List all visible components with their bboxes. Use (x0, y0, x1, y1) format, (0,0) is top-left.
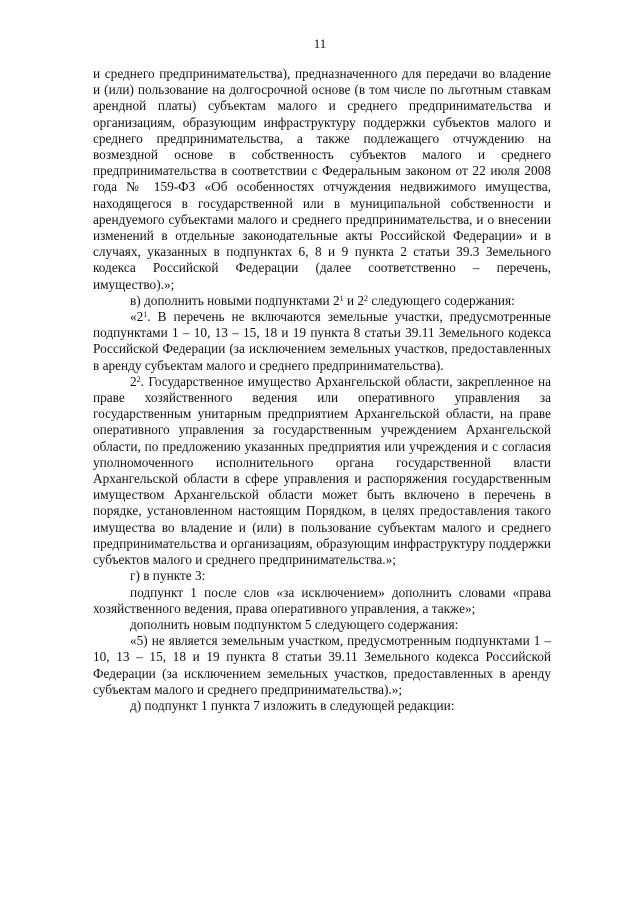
paragraph-add-subpoint-5: дополнить новым подпунктом 5 следующего содержания: (130, 616, 459, 632)
document-body (93, 66, 551, 714)
paragraph-point-2-2: $2^2$. Государственное имущество Архангельской области, закрепленное на праве хозяйственного ведения или оперативного управления за государственным унитарным предприятием Архангельской области, на праве оперативного управления за государственным учреждением Архангельской области, по предложению указанных предприятия или учреждения и с согласия уполномоченного исполнительного органа государственной власти Архангельской области в сфере управления и распоряжения государственным имуществом Архангельской области может быть включено в перечень в порядке, установленном настоящим Порядком, в целях предоставления такого имущества во владение и (или) в пользование субъектам малого и среднего предпринимательства и организациям, образующим инфраструктуру поддержки субъектов малого и среднего предпринимательства.»; (93, 373, 551, 568)
paragraph-point-2-1: «$2^1$. В перечень не включаются земельные участки, предусмотренные подпунктами 1 – 10, 13 – 15, 18 и 19 пункта 8 статьи 39.11 Земельного кодекса Российской Федерации (за исключением земельных участков, предоставленных в аренду субъектам малого и среднего предпринимательства). (93, 309, 551, 373)
paragraph-subitem-d: д) подпункт 1 пункта 7 изложить в следующей редакции: (130, 697, 455, 713)
page-number: 11 (313, 36, 327, 51)
paragraph-subitem-g: г) в пункте 3: (130, 568, 206, 584)
paragraph-perechen-definition: и среднего предпринимательства), предназначенного для передачи во владение и (или) пользование на долгосрочной основе (в том числе по льготным ставкам арендной платы) субъектам малого и среднего предпринимательства и организациям, образующим инфраструктуру поддержки субъектов малого и среднего предпринимательства, а также подлежащего отчуждению на возмездной основе в собственность субъектов малого и среднего предпринимательства в соответствии с Федеральным законом от 22 июля 2008 года № 159-ФЗ «Об особенностях отчуждения недвижимого имущества, находящегося в государственной или в муниципальной собственности и арендуемого субъектами малого и среднего предпринимательства, и о внесении изменений в отдельные законодательные акты Российской Федерации» и в случаях, указанных в подпунктах 6, 8 и 9 пункта 2 статьи 39.3 Земельного кодекса Российской Федерации (далее соответственно – перечень, имущество).»; (93, 66, 551, 292)
paragraph-subpoint-1-amend: подпункт 1 после слов «за исключением» дополнить словами «права хозяйственного ведения, права оперативного управления, а также»; (93, 584, 551, 616)
paragraph-subitem-v: в) дополнить новыми подпунктами $2^1$ и $2^2$ следующего содержания: (130, 292, 515, 308)
paragraph-subpoint-5-text: «5) не является земельным участком, предусмотренным подпунктами 1 – 10, 13 – 15, 18 и 19 пункта 8 статьи 39.11 Земельного кодекса Российской Федерации (за исключением земельных участков, предоставленных в аренду субъектам малого и среднего предпринимательства).»; (93, 633, 551, 697)
